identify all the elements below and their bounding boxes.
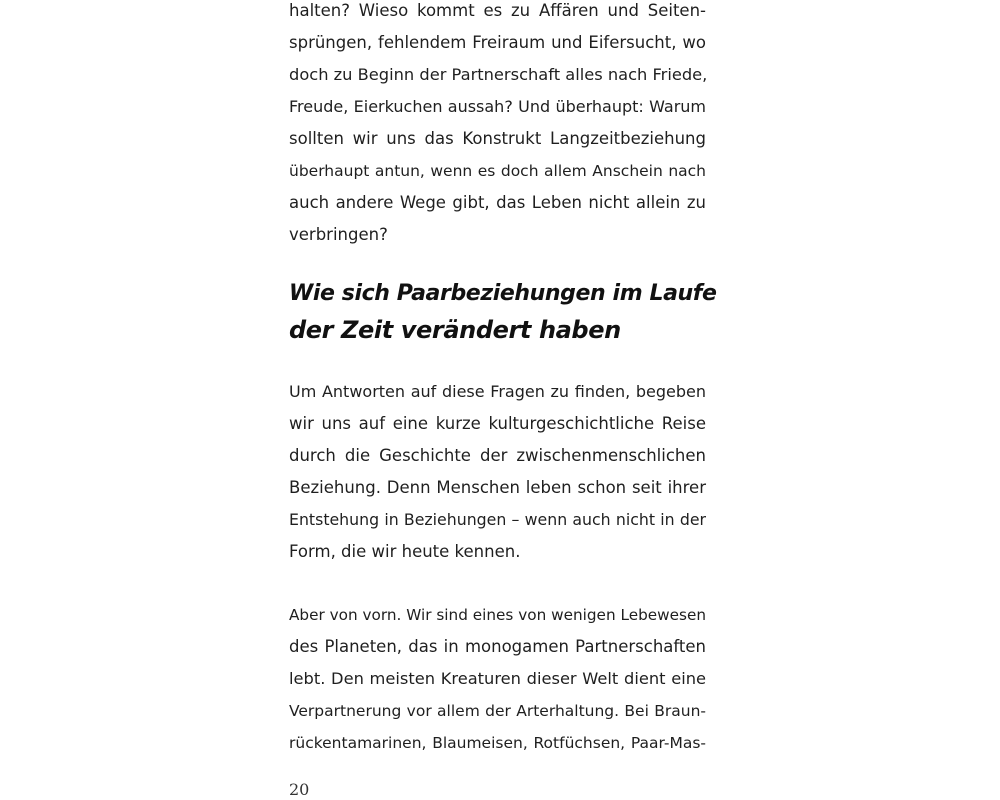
page-number: 20 [289, 780, 310, 799]
text-line: durch die Geschichte der zwischenmenschlichen [289, 446, 706, 465]
text-line: verbringen? [289, 225, 388, 244]
text-line: doch zu Beginn der Partnerschaft alles nach Friede, [289, 65, 708, 84]
text-line: des Planeten, das in monogamen Partnerschaften [289, 637, 706, 656]
text-line: auch andere Wege gibt, das Leben nicht allein zu [289, 193, 706, 212]
text-line: Entstehung in Beziehungen – wenn auch nicht in der [289, 510, 706, 529]
text-line: Um Antworten auf diese Fragen zu finden, begeben [289, 382, 706, 401]
text-line: rückentamarinen, Blaumeisen, Rotfüchsen, Paar-Mas- [289, 734, 706, 752]
heading-line: Wie sich Paarbeziehungen im Laufe [289, 281, 717, 306]
text-line: lebt. Den meisten Kreaturen dieser Welt dient eine [289, 669, 706, 688]
text-line: überhaupt antun, wenn es doch allem Anschein nach [289, 162, 706, 180]
text-line: sollten wir uns das Konstrukt Langzeitbeziehung [289, 129, 706, 148]
heading-line: der Zeit verändert haben [289, 316, 621, 344]
text-line: halten? Wieso kommt es zu Affären und Seiten- [289, 1, 706, 20]
text-line: wir uns auf eine kurze kulturgeschichtliche Reise [289, 414, 706, 433]
text-line: Verpartnerung vor allem der Arterhaltung. Bei Braun- [289, 702, 706, 720]
text-line: Form, die wir heute kennen. [289, 542, 521, 561]
text-line: Aber von vorn. Wir sind eines von wenigen Lebewesen [289, 606, 706, 624]
text-line: Beziehung. Denn Menschen leben schon seit ihrer [289, 478, 706, 497]
text-line: sprüngen, fehlendem Freiraum und Eifersucht, wo [289, 33, 706, 52]
text-line: Freude, Eierkuchen aussah? Und überhaupt: Warum [289, 97, 706, 116]
